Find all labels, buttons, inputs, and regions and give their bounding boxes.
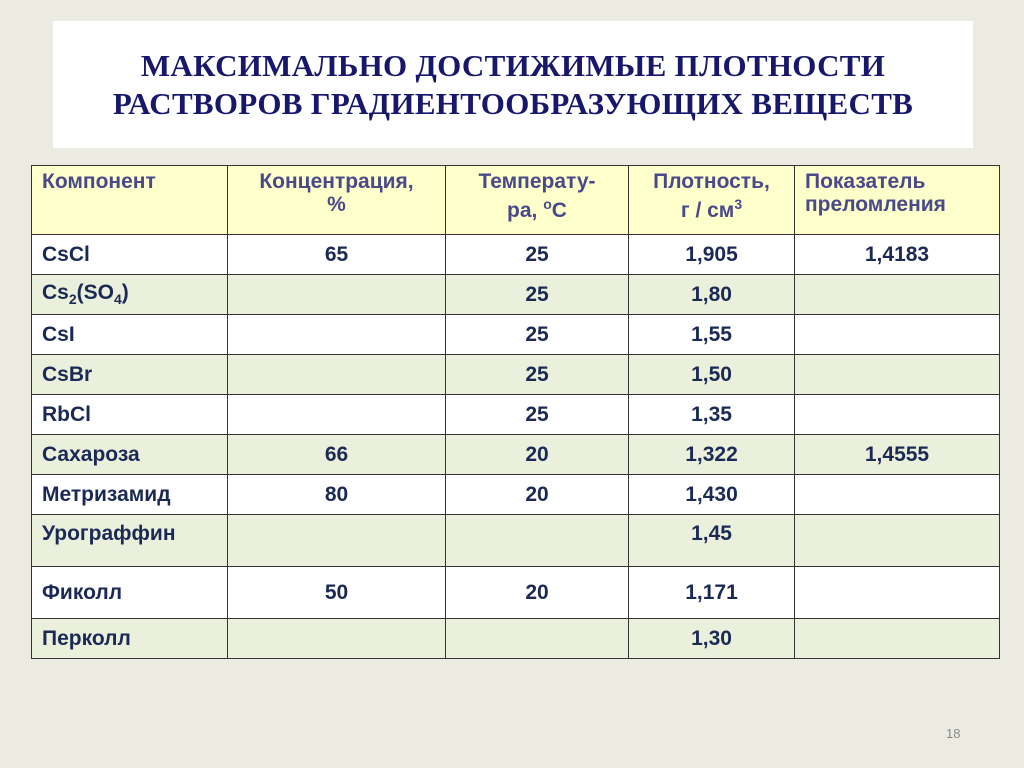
table-row (32, 567, 1000, 619)
cell-component: Урограффин (32, 515, 228, 567)
cell-concentration (228, 619, 446, 659)
slide-title-line-1: МАКСИМАЛЬНО ДОСТИЖИМЫЕ ПЛОТНОСТИ (140, 47, 886, 83)
table-row (32, 619, 1000, 659)
table-row (32, 275, 1000, 315)
cell-component: CsBr (32, 355, 228, 395)
cell-component: CsCl (32, 235, 228, 275)
cell-refraction (795, 395, 1000, 435)
cell-component: CsI (32, 315, 228, 355)
cell-temperature: 25 (446, 315, 629, 355)
cell-concentration: 65 (228, 235, 446, 275)
cell-component: $Cs_2(SO_4)$ (32, 275, 228, 315)
cell-concentration (228, 515, 446, 567)
table-row (32, 355, 1000, 395)
header-density: Плотность, г / $см^3$ (629, 166, 795, 235)
cell-component: Фиколл (32, 567, 228, 619)
table-header-row (32, 166, 1000, 235)
cell-refraction (795, 355, 1000, 395)
cell-refraction (795, 275, 1000, 315)
table-row (32, 235, 1000, 275)
cell-temperature (446, 515, 629, 567)
title-box (53, 21, 973, 148)
cell-refraction (795, 619, 1000, 659)
cell-density: 1,55 (629, 315, 795, 355)
header-component: Компонент (32, 166, 228, 235)
header-temperature: Температу- ра, $^о$С (446, 166, 629, 235)
cell-density: 1,45 (629, 515, 795, 567)
cell-concentration: 50 (228, 567, 446, 619)
cell-concentration: 80 (228, 475, 446, 515)
header-refraction: Показатель преломления (795, 166, 1000, 235)
cell-temperature: 25 (446, 355, 629, 395)
cell-temperature (446, 619, 629, 659)
cell-component: Сахароза (32, 435, 228, 475)
cell-concentration (228, 275, 446, 315)
table-row (32, 515, 1000, 567)
table-row (32, 395, 1000, 435)
cell-density: 1,430 (629, 475, 795, 515)
cell-concentration (228, 395, 446, 435)
cell-refraction (795, 315, 1000, 355)
cell-temperature: 20 (446, 567, 629, 619)
cell-density: 1,905 (629, 235, 795, 275)
slide-title-line-2: РАСТВОРОВ ГРАДИЕНТООБРАЗУЮЩИХ ВЕЩЕСТВ (112, 85, 914, 121)
cell-density: 1,35 (629, 395, 795, 435)
cell-temperature: 25 (446, 275, 629, 315)
cell-component: Перколл (32, 619, 228, 659)
cell-refraction (795, 515, 1000, 567)
cell-concentration: 66 (228, 435, 446, 475)
cell-density: 1,171 (629, 567, 795, 619)
cell-concentration (228, 355, 446, 395)
cell-component: Метризамид (32, 475, 228, 515)
cell-refraction: 1,4183 (795, 235, 1000, 275)
table-row (32, 475, 1000, 515)
cell-temperature: 20 (446, 435, 629, 475)
cell-temperature: 20 (446, 475, 629, 515)
table-row (32, 435, 1000, 475)
cell-temperature: 25 (446, 395, 629, 435)
cell-concentration (228, 315, 446, 355)
cell-density: 1,50 (629, 355, 795, 395)
cell-refraction: 1,4555 (795, 435, 1000, 475)
page-number: 18 (946, 726, 961, 741)
table-row (32, 315, 1000, 355)
cell-density: 1,30 (629, 619, 795, 659)
cell-component: RbCl (32, 395, 228, 435)
cell-refraction (795, 475, 1000, 515)
cell-temperature: 25 (446, 235, 629, 275)
cell-density: 1,80 (629, 275, 795, 315)
header-concentration: Концентрация, % (228, 166, 446, 235)
cell-refraction (795, 567, 1000, 619)
density-table (31, 165, 1000, 659)
cell-density: 1,322 (629, 435, 795, 475)
